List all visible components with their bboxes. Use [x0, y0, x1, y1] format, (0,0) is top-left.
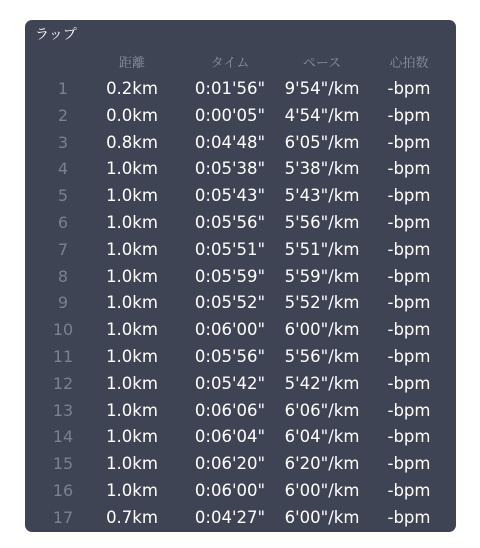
lap-pace: 6'04"/km [284, 427, 360, 447]
lap-distance: 1.0km [106, 239, 158, 259]
lap-time: 0:05'38" [194, 159, 266, 179]
lap-pace: 5'38"/km [284, 159, 360, 179]
table-row [25, 290, 456, 316]
lap-distance: 1.0km [106, 320, 158, 340]
lap-number: 14 [52, 427, 74, 447]
table-row [25, 478, 456, 504]
lap-time: 0:05'42" [194, 373, 266, 393]
lap-time: 0:04'27" [194, 507, 266, 527]
lap-distance: 0.8km [106, 132, 158, 152]
lap-number: 6 [57, 213, 69, 232]
lap-time: 0:06'20" [194, 454, 266, 474]
lap-pace: 5'51"/km [284, 239, 360, 259]
laps-title: ラップ [35, 27, 77, 43]
lap-heart-rate: -bpm [387, 427, 431, 447]
table-row [25, 424, 456, 450]
lap-pace: 5'43"/km [284, 186, 360, 206]
lap-pace: 5'59"/km [284, 266, 360, 286]
table-row [25, 371, 456, 397]
laps-card [25, 20, 456, 532]
lap-time: 0:06'04" [194, 427, 266, 447]
table-row [25, 130, 456, 156]
lap-pace: 6'05"/km [284, 132, 360, 152]
lap-number: 17 [52, 507, 74, 527]
lap-number: 10 [52, 320, 74, 340]
column-header-heart-rate: 心拍数 [389, 56, 429, 71]
lap-heart-rate: -bpm [387, 373, 431, 393]
lap-number: 12 [52, 373, 74, 393]
lap-number: 2 [57, 105, 69, 125]
lap-pace: 4'54"/km [284, 105, 360, 125]
lap-number: 11 [52, 347, 74, 366]
lap-number: 5 [57, 186, 69, 206]
lap-time: 0:06'06" [194, 400, 266, 420]
lap-heart-rate: -bpm [387, 105, 431, 125]
lap-time: 0:05'56" [194, 347, 266, 366]
lap-pace: 5'42"/km [284, 373, 360, 393]
lap-number: 3 [57, 132, 69, 152]
lap-distance: 1.0km [106, 159, 158, 179]
lap-time: 0:01'56" [194, 79, 266, 98]
lap-pace: 9'54"/km [284, 79, 360, 98]
lap-distance: 1.0km [106, 481, 158, 500]
lap-heart-rate: -bpm [387, 239, 431, 259]
lap-heart-rate: -bpm [387, 481, 431, 500]
table-row [25, 156, 456, 182]
lap-heart-rate: -bpm [387, 347, 431, 366]
lap-time: 0:05'59" [194, 266, 266, 286]
lap-time: 0:06'00" [194, 481, 266, 500]
lap-number: 4 [57, 159, 69, 179]
lap-distance: 1.0km [106, 186, 158, 206]
lap-heart-rate: -bpm [387, 213, 431, 232]
lap-time: 0:00'05" [194, 105, 266, 125]
lap-distance: 1.0km [106, 427, 158, 447]
lap-heart-rate: -bpm [387, 320, 431, 340]
lap-heart-rate: -bpm [387, 507, 431, 527]
lap-number: 13 [52, 400, 74, 420]
lap-number: 9 [57, 293, 69, 313]
lap-distance: 1.0km [106, 347, 158, 366]
lap-time: 0:05'51" [194, 239, 266, 259]
lap-number: 8 [57, 266, 69, 286]
lap-number: 16 [52, 481, 74, 500]
lap-pace: 6'06"/km [284, 400, 360, 420]
lap-pace: 5'56"/km [284, 347, 360, 366]
lap-time: 0:05'52" [194, 293, 266, 313]
lap-distance: 0.2km [106, 79, 158, 98]
column-header-distance: 距離 [118, 56, 145, 71]
lap-heart-rate: -bpm [387, 293, 431, 313]
table-row [25, 183, 456, 209]
lap-distance: 1.0km [106, 213, 158, 232]
laps-table-header [25, 51, 456, 77]
column-header-time: タイム [210, 56, 250, 71]
lap-pace: 6'00"/km [284, 481, 360, 500]
lap-pace: 6'20"/km [284, 454, 360, 474]
lap-heart-rate: -bpm [387, 132, 431, 152]
lap-pace: 6'00"/km [284, 320, 360, 340]
lap-distance: 0.7km [106, 507, 158, 527]
lap-distance: 1.0km [106, 293, 158, 313]
table-row [25, 264, 456, 290]
lap-time: 0:06'00" [194, 320, 266, 340]
lap-number: 1 [57, 79, 69, 98]
lap-time: 0:04'48" [194, 132, 266, 152]
table-row [25, 76, 456, 102]
lap-heart-rate: -bpm [387, 400, 431, 420]
table-row [25, 344, 456, 370]
lap-pace: 6'00"/km [284, 507, 360, 527]
lap-distance: 0.0km [106, 105, 158, 125]
lap-heart-rate: -bpm [387, 186, 431, 206]
lap-number: 7 [57, 239, 69, 259]
lap-pace: 5'56"/km [284, 213, 360, 232]
table-row [25, 505, 456, 531]
lap-distance: 1.0km [106, 400, 158, 420]
lap-heart-rate: -bpm [387, 454, 431, 474]
table-row [25, 210, 456, 236]
table-row [25, 103, 456, 129]
table-row [25, 237, 456, 263]
lap-heart-rate: -bpm [387, 79, 431, 98]
table-row [25, 451, 456, 477]
table-row [25, 317, 456, 343]
table-row [25, 398, 456, 424]
lap-distance: 1.0km [106, 266, 158, 286]
lap-pace: 5'52"/km [284, 293, 360, 313]
lap-heart-rate: -bpm [387, 159, 431, 179]
lap-time: 0:05'56" [194, 213, 266, 232]
lap-distance: 1.0km [106, 454, 158, 474]
column-header-pace: ペース [302, 56, 342, 71]
lap-number: 15 [52, 454, 74, 474]
lap-distance: 1.0km [106, 373, 158, 393]
lap-heart-rate: -bpm [387, 266, 431, 286]
lap-time: 0:05'43" [194, 186, 266, 206]
